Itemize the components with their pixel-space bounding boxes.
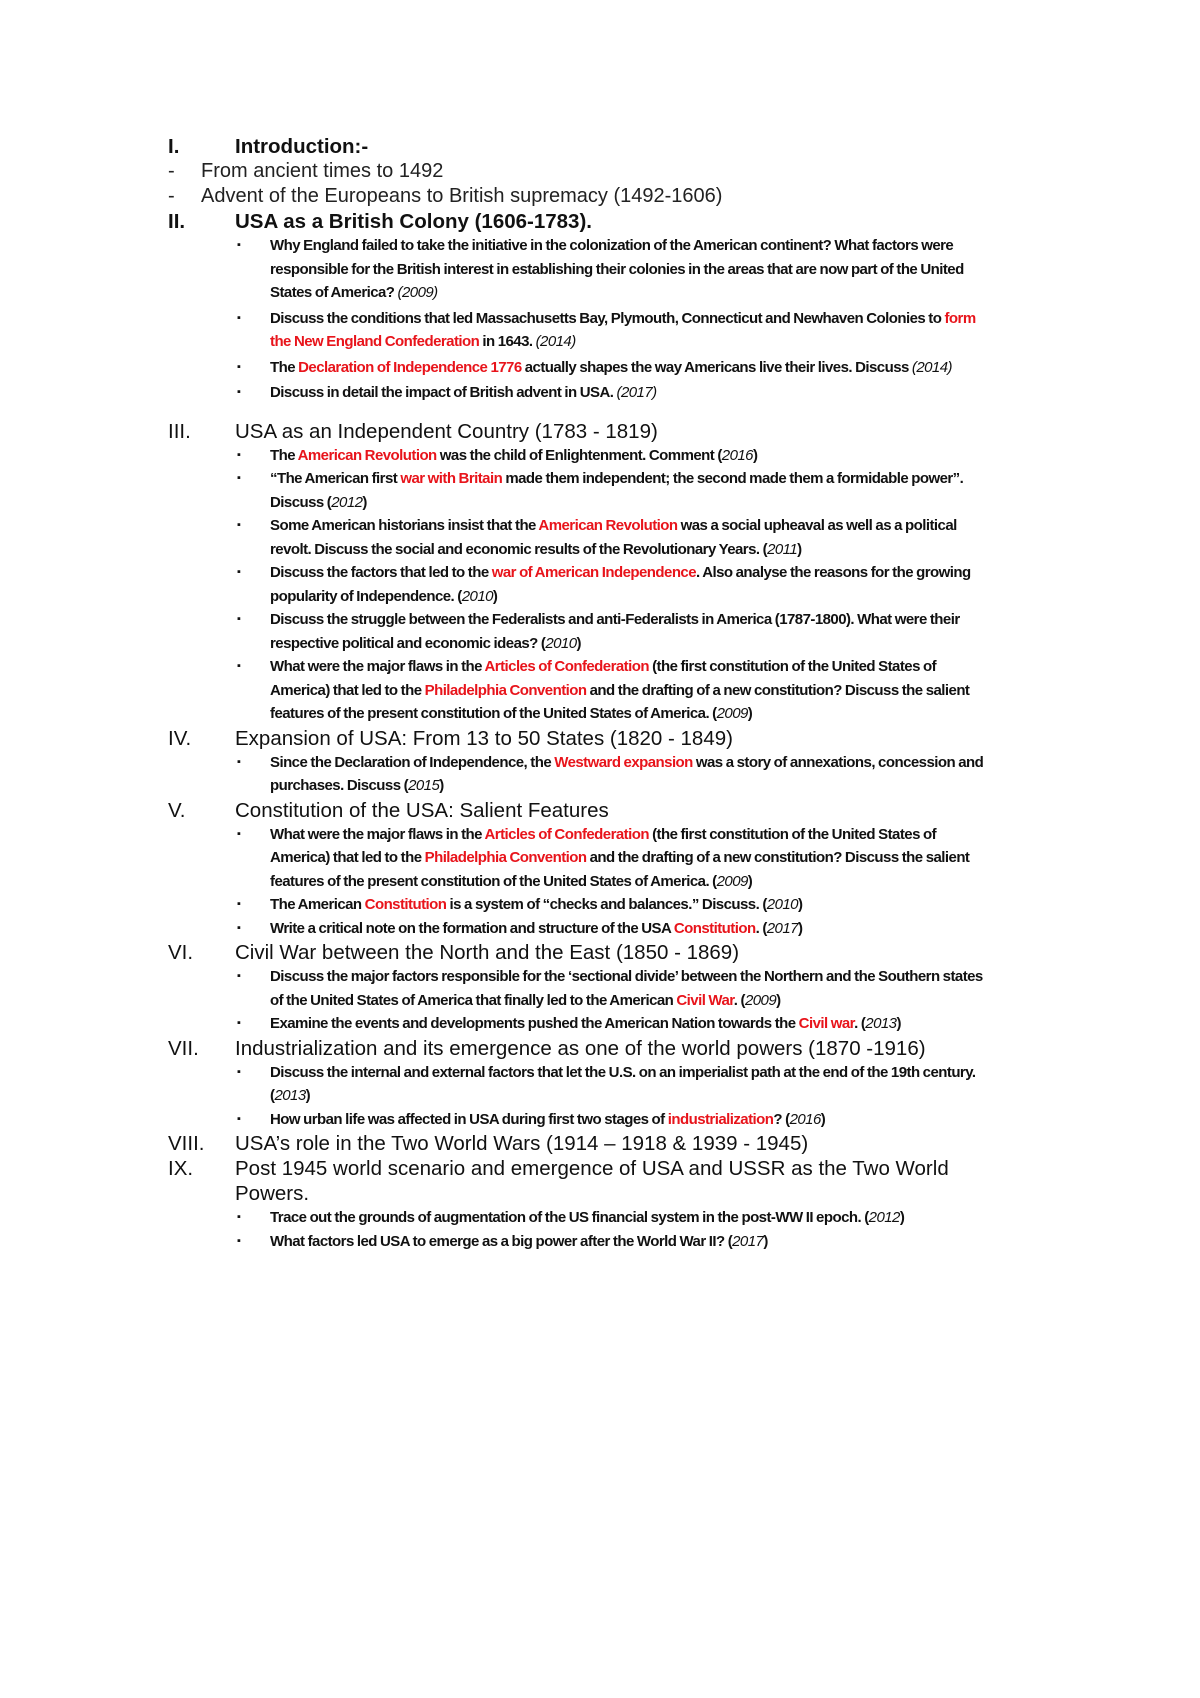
text-segment: Discuss in detail the impact of British advent in USA. xyxy=(270,384,617,401)
highlighted-topic: industrialization xyxy=(667,1110,774,1128)
section-number: VII. xyxy=(168,1036,199,1060)
section-title: Expansion of USA: From 13 to 50 States (1820 - 1849) xyxy=(235,726,733,750)
question-item xyxy=(235,893,988,917)
question-text xyxy=(270,965,988,1012)
question-text xyxy=(270,356,988,380)
highlighted-topic: American Revolution xyxy=(538,517,678,534)
question-text xyxy=(270,1230,988,1254)
section-heading xyxy=(168,798,988,823)
text-segment: ) xyxy=(362,493,367,511)
square-bullet-icon: ▪ xyxy=(237,1017,241,1029)
text-segment: Examine the events and developments pushed the American Nation towards the xyxy=(270,1015,799,1032)
exam-year: 2012 xyxy=(331,493,363,511)
question-item xyxy=(235,444,988,468)
section-heading xyxy=(168,134,988,159)
question-text xyxy=(270,751,988,798)
square-bullet-icon: ▪ xyxy=(237,613,241,625)
exam-year: 2017 xyxy=(732,1232,764,1250)
square-bullet-icon: ▪ xyxy=(237,898,241,910)
text-segment: . ( xyxy=(854,1015,866,1032)
section-number: VI. xyxy=(168,941,194,964)
square-bullet-icon: ▪ xyxy=(237,755,241,768)
text-segment: ) xyxy=(797,919,803,937)
section-title: Civil War between the North and the East (1850 - 1869) xyxy=(235,941,740,964)
square-bullet-icon: ▪ xyxy=(237,448,241,461)
highlighted-topic: Civil war xyxy=(798,1015,855,1032)
question-list xyxy=(235,1061,988,1132)
question-list xyxy=(235,965,988,1036)
highlighted-topic: war with Britain xyxy=(400,470,503,487)
exam-year: 2010 xyxy=(766,896,798,913)
dash-marker: - xyxy=(168,185,175,207)
question-list xyxy=(235,444,988,726)
question-text xyxy=(270,1012,988,1036)
section-6 xyxy=(168,940,988,1036)
square-bullet-icon: ▪ xyxy=(237,519,241,531)
question-item xyxy=(235,1230,988,1254)
exam-year: (2017) xyxy=(616,384,657,401)
exam-year: 2013 xyxy=(865,1015,897,1032)
question-list xyxy=(235,823,988,941)
text-segment: Some American historians insist that the xyxy=(270,517,539,534)
question-text xyxy=(270,608,988,655)
dash-item-text: Advent of the Europeans to British supremacy (1492-1606) xyxy=(201,185,723,207)
question-item xyxy=(235,965,988,1012)
section-title: USA as a British Colony (1606-1783). xyxy=(235,210,592,233)
text-segment: ) xyxy=(492,587,498,605)
section-7 xyxy=(168,1036,988,1132)
text-segment: ) xyxy=(797,540,802,558)
highlighted-topic: form the New England Confederation xyxy=(270,309,976,350)
section-4 xyxy=(168,726,988,798)
text-segment: What factors led USA to emerge as a big power after the World War II? ( xyxy=(270,1232,733,1250)
question-text xyxy=(270,514,988,561)
text-segment: Discuss the conditions that led Massachusetts Bay, Plymouth, Connecticut and Newhaven Colonies to xyxy=(270,309,945,327)
question-text xyxy=(270,444,988,468)
square-bullet-icon: ▪ xyxy=(237,1112,241,1125)
question-item xyxy=(235,823,988,894)
square-bullet-icon: ▪ xyxy=(237,921,241,934)
section-heading xyxy=(168,209,988,234)
text-segment: ? ( xyxy=(773,1110,790,1128)
exam-year: 2009 xyxy=(716,872,748,890)
section-title: Constitution of the USA: Salient Features xyxy=(235,798,609,822)
square-bullet-icon: ▪ xyxy=(237,1234,241,1247)
dash-marker: - xyxy=(168,160,175,182)
text-segment: Discuss the struggle between the Federalists and anti-Federalists in America (1787-1800). What were their respective political and economic ideas? ( xyxy=(270,611,960,652)
text-segment: . ( xyxy=(733,991,745,1009)
document-body xyxy=(168,134,988,1253)
section-9 xyxy=(168,1156,988,1253)
highlighted-topic: Westward expansion xyxy=(554,753,693,771)
question-item xyxy=(235,751,988,798)
question-list xyxy=(235,751,988,798)
text-segment: Discuss the major factors responsible for the ‘sectional divide’ between the Northern and the Southern states of the United States of America that finally led to the American xyxy=(270,968,983,1009)
question-item xyxy=(235,1012,988,1036)
highlighted-topic: Constitution xyxy=(673,919,756,937)
section-heading xyxy=(168,1131,988,1156)
text-segment: What were the major flaws in the xyxy=(270,658,485,675)
section-2 xyxy=(168,209,988,419)
highlighted-topic: Constitution xyxy=(364,896,447,913)
text-segment: . ( xyxy=(755,919,767,937)
text-segment: in 1643. xyxy=(479,333,536,350)
text-segment: The American xyxy=(270,896,365,913)
question-item xyxy=(235,917,988,941)
question-text xyxy=(270,307,988,354)
square-bullet-icon: ▪ xyxy=(237,970,241,982)
question-text xyxy=(270,1061,988,1108)
text-segment: was a social upheaval as well as a political revolt. Discuss the social and economic results of the Revolutionary Years. ( xyxy=(270,517,957,558)
text-segment: was the child of Enlightenment. Comment ( xyxy=(436,446,722,464)
exam-year: (2014) xyxy=(535,333,576,350)
text-segment: is a system of “checks and balances.” Discuss. ( xyxy=(446,896,767,913)
question-text xyxy=(270,467,988,514)
exam-year: 2012 xyxy=(868,1209,900,1226)
spacer xyxy=(168,407,988,419)
square-bullet-icon: ▪ xyxy=(237,1211,241,1223)
dash-item xyxy=(168,159,988,184)
section-title: Introduction:- xyxy=(235,135,369,158)
text-segment: (the first constitution of the United States of America) that led to the xyxy=(270,658,937,699)
square-bullet-icon: ▪ xyxy=(237,660,241,672)
highlighted-topic: Civil War xyxy=(676,991,734,1009)
question-text xyxy=(270,234,988,305)
section-title: USA’s role in the Two World Wars (1914 – 1918 & 1939 - 1945) xyxy=(235,1132,809,1155)
text-segment: . Also analyse the reasons for the growing popularity of Independence. ( xyxy=(270,564,971,605)
question-text xyxy=(270,1206,988,1230)
highlighted-topic: American Revolution xyxy=(297,446,437,464)
question-text xyxy=(270,561,988,608)
text-segment: ) xyxy=(899,1209,905,1226)
highlighted-topic: Articles of Confederation xyxy=(484,825,649,843)
section-5 xyxy=(168,798,988,941)
section-heading xyxy=(168,1036,988,1061)
square-bullet-icon: ▪ xyxy=(237,472,241,484)
question-item xyxy=(235,1206,988,1230)
section-number: I. xyxy=(168,135,180,158)
text-segment: ) xyxy=(305,1087,311,1104)
exam-year: 2009 xyxy=(716,705,748,722)
square-bullet-icon: ▪ xyxy=(237,1065,241,1078)
section-1 xyxy=(168,134,988,209)
question-item xyxy=(235,1108,988,1132)
text-segment: ) xyxy=(752,446,758,464)
question-item xyxy=(235,514,988,561)
text-segment: made them independent; the second made them a formidable power”. Discuss ( xyxy=(270,470,964,511)
text-segment: ) xyxy=(820,1110,826,1128)
section-number: IV. xyxy=(168,726,192,750)
question-text xyxy=(270,823,988,894)
text-segment: ) xyxy=(763,1232,768,1250)
question-item xyxy=(235,356,988,380)
exam-year: 2013 xyxy=(274,1087,306,1104)
square-bullet-icon: ▪ xyxy=(237,566,241,578)
question-list xyxy=(235,234,988,405)
text-segment: How urban life was affected in USA during first two stages of xyxy=(270,1110,668,1128)
text-segment: “The American first xyxy=(270,470,401,487)
text-segment: actually shapes the way Americans live their lives. Discuss xyxy=(521,358,912,376)
section-title: Post 1945 world scenario and emergence of USA and USSR as the Two World Powers. xyxy=(235,1157,949,1205)
question-text xyxy=(270,655,988,726)
section-number: III. xyxy=(168,419,191,443)
square-bullet-icon: ▪ xyxy=(237,360,241,373)
text-segment: ) xyxy=(747,705,753,722)
question-item xyxy=(235,234,988,305)
section-title: USA as an Independent Country (1783 - 1819) xyxy=(235,419,658,443)
square-bullet-icon: ▪ xyxy=(237,386,241,398)
section-3 xyxy=(168,419,988,726)
dash-item xyxy=(168,184,988,209)
question-item xyxy=(235,307,988,354)
text-segment: The xyxy=(270,446,298,464)
text-segment: Discuss the internal and external factors that let the U.S. on an imperialist path at the end of the 19th century. ( xyxy=(270,1063,976,1104)
exam-year: 2010 xyxy=(461,587,493,605)
exam-year: 2009 xyxy=(744,991,777,1009)
highlighted-topic: Philadelphia Convention xyxy=(424,849,587,866)
question-item xyxy=(235,467,988,514)
text-segment: ) xyxy=(439,777,444,794)
square-bullet-icon: ▪ xyxy=(237,827,241,840)
exam-year: 2016 xyxy=(721,446,753,464)
text-segment: and the drafting of a new constitution? Discuss the salient features of the present constitution of the United States of America. ( xyxy=(270,849,970,890)
square-bullet-icon: ▪ xyxy=(237,311,241,324)
exam-year: 2017 xyxy=(766,919,798,937)
exam-year: 2016 xyxy=(789,1110,821,1128)
text-segment: was a story of annexations, concession and purchases. Discuss ( xyxy=(270,753,984,794)
exam-year: 2011 xyxy=(767,540,798,558)
highlighted-topic: war of American Independence xyxy=(491,564,697,581)
exam-year: 2015 xyxy=(408,777,440,794)
section-number: IX. xyxy=(168,1157,194,1180)
question-text xyxy=(270,381,988,405)
text-segment: (the first constitution of the United States of America) that led to the xyxy=(270,825,937,866)
text-segment: ) xyxy=(747,872,753,890)
text-segment: ) xyxy=(896,1015,901,1032)
text-segment: Why England failed to take the initiative in the colonization of the American continent? What factors were responsible for the British interest in establishing their colonies in the areas that are now part of the United States of America? xyxy=(270,237,964,301)
highlighted-topic: Philadelphia Convention xyxy=(424,681,587,699)
question-item xyxy=(235,655,988,726)
question-text xyxy=(270,917,988,941)
section-number: V. xyxy=(168,798,186,822)
section-heading xyxy=(168,726,988,751)
exam-year: 2010 xyxy=(545,634,577,652)
section-8 xyxy=(168,1131,988,1156)
text-segment: ) xyxy=(776,991,781,1009)
section-heading xyxy=(168,1156,988,1206)
question-list xyxy=(235,1206,988,1253)
exam-year: (2009) xyxy=(397,284,438,301)
highlighted-topic: Declaration of Independence 1776 xyxy=(298,358,522,376)
text-segment: ) xyxy=(797,896,803,913)
question-item xyxy=(235,608,988,655)
text-segment: What were the major flaws in the xyxy=(270,825,485,843)
section-title: Industrialization and its emergence as one of the world powers (1870 -1916) xyxy=(235,1036,926,1060)
highlighted-topic: Articles of Confederation xyxy=(484,658,649,675)
text-segment: The xyxy=(270,358,299,376)
question-item xyxy=(235,381,988,405)
text-segment: ) xyxy=(576,634,581,652)
section-number: VIII. xyxy=(168,1132,205,1155)
question-item xyxy=(235,561,988,608)
text-segment: Since the Declaration of Independence, the xyxy=(270,753,555,771)
text-segment: Discuss the factors that led to the xyxy=(270,564,492,581)
text-segment: Write a critical note on the formation and structure of the USA xyxy=(270,919,674,937)
square-bullet-icon: ▪ xyxy=(237,239,241,251)
section-heading xyxy=(168,940,988,965)
text-segment: Trace out the grounds of augmentation of the US financial system in the post-WW II epoch. ( xyxy=(270,1209,869,1226)
section-heading xyxy=(168,419,988,444)
question-item xyxy=(235,1061,988,1108)
question-text xyxy=(270,1108,988,1132)
text-segment: and the drafting of a new constitution? Discuss the salient features of the present constitution of the United States of America. ( xyxy=(270,681,970,722)
dash-item-text: From ancient times to 1492 xyxy=(201,160,444,182)
section-number: II. xyxy=(168,210,186,233)
exam-year: (2014) xyxy=(911,358,952,376)
question-text xyxy=(270,893,988,917)
